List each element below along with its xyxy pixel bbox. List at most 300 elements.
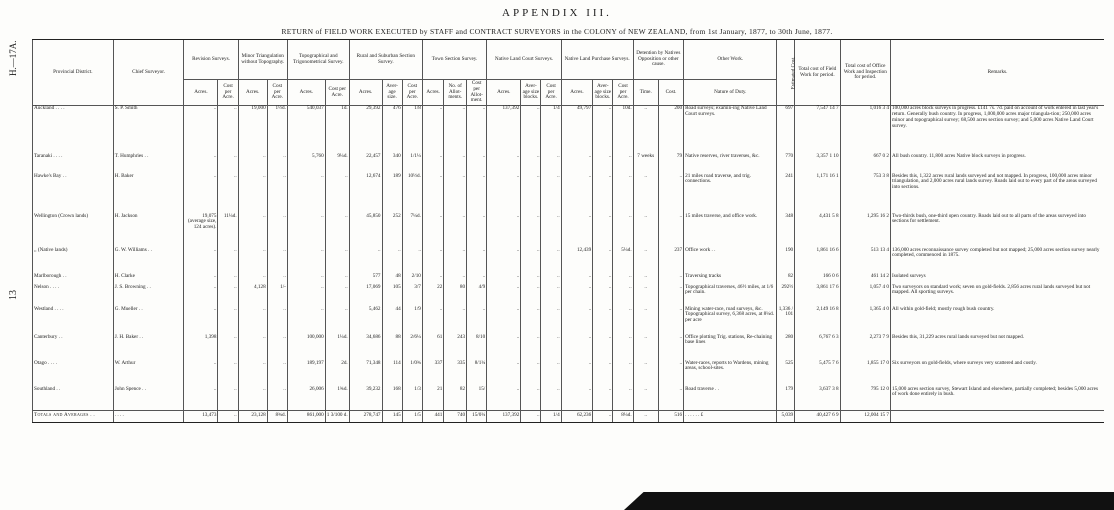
cell-nature: Topographical traverses, 46½ miles, at 1/6 per chain.	[684, 285, 777, 307]
cell-min-cost: ..	[267, 361, 287, 387]
cell-nc-avg: ..	[521, 335, 541, 361]
cell-nature: Office plotting Trig. stations, Re-chaining base lines	[684, 335, 777, 361]
cell-remarks: Besides this, 1,322 acres rural lands surveyed and not mapped. In progress, 100,000 acres minor triangulation, and 2,000 acres rural lands survey. Roads laid out to every part of the areas surveyed into sections.	[891, 174, 1104, 214]
cell-rev-acres: ..	[184, 361, 218, 387]
cell-np-avg: ..	[593, 274, 613, 285]
cell-town-acres: ..	[422, 106, 443, 154]
cell-rev-cost: ..	[218, 335, 238, 361]
cell-nc-cost: ..	[541, 361, 561, 387]
cell-surveyor: John Spence . .	[113, 387, 184, 411]
cell-nc-acres: 137,392	[487, 106, 521, 154]
cell-est: 770	[777, 154, 795, 174]
cell-town-cost: 8/1¼	[467, 361, 487, 387]
header-remarks: Remarks.	[891, 40, 1104, 106]
cell-det-cost: ..	[658, 274, 683, 285]
cell-est: 697	[777, 106, 795, 154]
cell-field: 6,767 6 3	[795, 335, 840, 361]
cell-min-acres: ..	[238, 307, 267, 335]
cell-det-cost: ..	[658, 387, 683, 411]
header-detention: Detention by Natives Opposition or other cause.	[633, 40, 683, 80]
cell-np-avg: ..	[593, 387, 613, 411]
cell-town-allot: 335	[444, 361, 467, 387]
cell-rev-cost: ..	[218, 411, 238, 423]
subheader-cost-acre: Cost per Acre.	[218, 80, 238, 106]
cell-remarks: All within gold-field; mostly rough bush country.	[891, 307, 1104, 335]
header-district: Provincial District.	[33, 40, 114, 106]
table-row	[33, 361, 1105, 387]
cell-surveyor: J. H. Baker . .	[113, 335, 184, 361]
cell-det-cost: 79	[658, 154, 683, 174]
cell-rural-acres: 278,747	[349, 411, 382, 423]
cell-rural-cost: 1/8	[402, 106, 422, 154]
cell-topo-cost: ..	[325, 274, 349, 285]
cell-rural-avg: ..	[382, 248, 402, 274]
table-row	[33, 335, 1105, 361]
cell-np-cost: 10d.	[613, 106, 633, 154]
cell-remarks: 136,000 acres reconnaissance survey completed but not mapped; 25,000 acres section survey nearly completed, commenced in 1875.	[891, 248, 1104, 274]
cell-np-avg: ..	[593, 411, 613, 423]
cell-np-acres: ..	[561, 154, 593, 174]
cell-district: Totals and Averages . .	[33, 411, 114, 423]
cell-town-acres: 22	[422, 285, 443, 307]
cell-np-cost: ..	[613, 387, 633, 411]
header-topo: Topographical and Trigonometrical Survey.	[287, 40, 349, 80]
cell-topo-cost: ..	[325, 307, 349, 335]
cell-min-acres: 19,000	[238, 106, 267, 154]
cell-nc-cost: ..	[541, 214, 561, 248]
cell-rev-cost: ..	[218, 248, 238, 274]
cell-district: Westland . . . .	[33, 307, 114, 335]
cell-town-cost: 15/	[467, 387, 487, 411]
cell-town-cost: ..	[467, 214, 487, 248]
cell-min-acres: 4,128	[238, 285, 267, 307]
cell-nature: Road traverse . .	[684, 387, 777, 411]
cell-min-acres: ..	[238, 335, 267, 361]
table-row	[33, 274, 1105, 285]
cell-rural-avg: 340	[382, 154, 402, 174]
cell-det-time: ..	[633, 174, 658, 214]
cell-rev-cost: ..	[218, 307, 238, 335]
margin-reference: H.—17A.	[8, 40, 18, 76]
cell-rural-acres: 45,850	[349, 214, 382, 248]
subheader-acres: Acres.	[487, 80, 521, 106]
cell-rev-cost: ..	[218, 361, 238, 387]
cell-nc-acres: ..	[487, 285, 521, 307]
cell-det-time: ..	[633, 387, 658, 411]
cell-nc-acres: ..	[487, 387, 521, 411]
header-revision: Revision Surveys.	[184, 40, 238, 80]
cell-est: 348	[777, 214, 795, 248]
cell-town-allot: ..	[444, 274, 467, 285]
cell-field: 4,431 5 8	[795, 214, 840, 248]
cell-surveyor: H. Clarke	[113, 274, 184, 285]
cell-rural-cost: 7¼d.	[402, 214, 422, 248]
cell-remarks: Two-thirds bush, one-third open country. Roads laid out to all parts of the areas surveyed into sections for settlement.	[891, 214, 1104, 248]
cell-office: 513 13 4	[840, 248, 890, 274]
cell-district: Taranaki . . . .	[33, 154, 114, 174]
cell-min-acres: ..	[238, 174, 267, 214]
page-number: 13	[8, 290, 19, 300]
cell-field: 166 0 6	[795, 274, 840, 285]
cell-surveyor: G. W. Williams . .	[113, 248, 184, 274]
return-subtitle: RETURN of FIELD WORK EXECUTED by STAFF and CONTRACT SURVEYORS in the COLONY of NEW ZEALAND, from 1st January, 1877, to 30th June, 1877.	[281, 27, 833, 36]
cell-topo-cost: 1¼d.	[325, 335, 349, 361]
cell-rev-cost: ..	[218, 106, 238, 154]
cell-town-allot: 740	[444, 411, 467, 423]
cell-det-time: ..	[633, 411, 658, 423]
cell-town-allot: 80	[444, 285, 467, 307]
cell-det-time: ..	[633, 106, 658, 154]
cell-nc-acres: ..	[487, 174, 521, 214]
cell-np-acres: ..	[561, 387, 593, 411]
cell-min-cost: 1½d.	[267, 106, 287, 154]
cell-rural-avg: 476	[382, 106, 402, 154]
cell-rev-cost: ..	[218, 387, 238, 411]
cell-town-allot: ..	[444, 307, 467, 335]
table-row	[33, 285, 1105, 307]
cell-min-cost: ..	[267, 274, 287, 285]
header-other: Other Work.	[684, 40, 777, 80]
subheader-cost-acre: Cost per Acre.	[267, 80, 287, 106]
cell-town-cost: 8/10	[467, 335, 487, 361]
cell-nc-acres: ..	[487, 154, 521, 174]
cell-nc-acres: ..	[487, 248, 521, 274]
cell-det-cost: 237	[658, 248, 683, 274]
cell-district: Auckland . . . .	[33, 106, 114, 154]
subheader-cost-acre: Cost per Acre.	[613, 80, 633, 106]
cell-est: 280	[777, 335, 795, 361]
cell-det-cost: ..	[658, 214, 683, 248]
cell-rural-acres: 22,457	[349, 154, 382, 174]
cell-topo-cost: 9¼d.	[325, 154, 349, 174]
cell-field: 3,357 1 10	[795, 154, 840, 174]
cell-np-cost: 5¼d.	[613, 248, 633, 274]
cell-topo-acres: 100,000	[287, 335, 325, 361]
cell-topo-cost: 1 3/100 d.	[325, 411, 349, 423]
cell-est: 1,336 / 101	[777, 307, 795, 335]
cell-np-acres: ..	[561, 174, 593, 214]
cell-rev-acres: 1,398	[184, 335, 218, 361]
header-native-court: Native Land Court Surveys.	[487, 40, 561, 80]
cell-town-cost: ..	[467, 248, 487, 274]
cell-np-avg: ..	[593, 307, 613, 335]
cell-town-acres: ..	[422, 154, 443, 174]
cell-min-cost: ..	[267, 335, 287, 361]
cell-surveyor: . . . .	[113, 411, 184, 423]
cell-min-acres: ..	[238, 248, 267, 274]
cell-rural-avg: 189	[382, 174, 402, 214]
cell-nc-cost: ..	[541, 307, 561, 335]
cell-nc-acres: ..	[487, 274, 521, 285]
cell-surveyor: H. Baker	[113, 174, 184, 214]
cell-det-time: 7 weeks	[633, 154, 658, 174]
cell-np-acres: ..	[561, 307, 593, 335]
table-row	[33, 387, 1105, 411]
subheader-cost: Cost.	[658, 80, 683, 106]
cell-nc-acres: ..	[487, 307, 521, 335]
cell-det-cost: ..	[658, 285, 683, 307]
cell-nc-cost: ..	[541, 274, 561, 285]
cell-rural-cost: 1/1¼	[402, 154, 422, 174]
header-surveyor: Chief Surveyor.	[113, 40, 184, 106]
cell-min-cost: ..	[267, 248, 287, 274]
header-total-office: Total cost of Office Work and Inspection for period.	[840, 40, 890, 106]
cell-town-acres: 61	[422, 335, 443, 361]
cell-rural-avg: 105	[382, 285, 402, 307]
cell-rural-cost: 2/10	[402, 274, 422, 285]
cell-min-cost: ..	[267, 214, 287, 248]
cell-nature: Mining water-race, road surveys, &c. Topographical survey, 6,368 acres, at 8¼d. per acre	[684, 307, 777, 335]
cell-np-acres: ..	[561, 285, 593, 307]
cell-np-avg: ..	[593, 335, 613, 361]
cell-rural-acres: 71,348	[349, 361, 382, 387]
cell-rev-acres: ..	[184, 174, 218, 214]
subheader-time: Time.	[633, 80, 658, 106]
cell-np-avg: ..	[593, 106, 613, 154]
cell-nc-acres: ..	[487, 214, 521, 248]
header-minor: Minor Triangulation without Topography.	[238, 40, 287, 80]
cell-nc-acres: 137,392	[487, 411, 521, 423]
cell-topo-acres: ..	[287, 248, 325, 274]
cell-topo-cost: ..	[325, 248, 349, 274]
cell-office: 667 0 2	[840, 154, 890, 174]
cell-min-cost: ..	[267, 154, 287, 174]
cell-np-avg: ..	[593, 248, 613, 274]
cell-np-cost: ..	[613, 361, 633, 387]
cell-nc-avg: ..	[521, 361, 541, 387]
cell-nc-avg: ..	[521, 248, 541, 274]
cell-det-time: ..	[633, 248, 658, 274]
cell-remarks: Isolated surveys	[891, 274, 1104, 285]
cell-topo-cost: ..	[325, 285, 349, 307]
cell-surveyor: T. Humphries . .	[113, 154, 184, 174]
cell-det-time: ..	[633, 361, 658, 387]
cell-rev-acres: ..	[184, 274, 218, 285]
cell-rev-acres: ..	[184, 248, 218, 274]
cell-town-allot: 82	[444, 387, 467, 411]
cell-min-acres: ..	[238, 214, 267, 248]
cell-rural-avg: 252	[382, 214, 402, 248]
cell-topo-acres: 189,197	[287, 361, 325, 387]
cell-town-allot: ..	[444, 248, 467, 274]
cell-district: Southland . .	[33, 387, 114, 411]
cell-topo-acres: 26,006	[287, 387, 325, 411]
cell-rural-avg: 44	[382, 307, 402, 335]
cell-min-cost: ..	[267, 307, 287, 335]
appendix-title: APPENDIX III.	[502, 7, 612, 19]
cell-nc-avg: ..	[521, 154, 541, 174]
cell-town-acres: ..	[422, 214, 443, 248]
cell-np-acres: 49,797	[561, 106, 593, 154]
cell-town-acres: 337	[422, 361, 443, 387]
cell-np-acres: ..	[561, 274, 593, 285]
cell-topo-acres: 861,000	[287, 411, 325, 423]
cell-remarks	[891, 411, 1104, 423]
cell-town-allot: ..	[444, 154, 467, 174]
subheader-avg-blocks: Aver-age size blocks.	[521, 80, 541, 106]
cell-min-acres: ..	[238, 274, 267, 285]
cell-surveyor: W. Arthur	[113, 361, 184, 387]
cell-nature: Traversing tracks	[684, 274, 777, 285]
cell-surveyor: G. Mueller . .	[113, 307, 184, 335]
cell-town-cost: 4/9	[467, 285, 487, 307]
cell-nc-avg: ..	[521, 307, 541, 335]
subheader-allotments: No. of Allot-ments.	[444, 80, 467, 106]
cell-remarks: Besides this, 31,229 acres rural lands surveyed but not mapped.	[891, 335, 1104, 361]
cell-nature: Water-races, reports to Wardens, mining areas, school-sites.	[684, 361, 777, 387]
cell-rural-acres: 17,069	[349, 285, 382, 307]
cell-field: 1,861 16 6	[795, 248, 840, 274]
subheader-avg-blocks: Aver-age size blocks.	[593, 80, 613, 106]
cell-rev-acres: ..	[184, 387, 218, 411]
cell-rural-acres: 34,686	[349, 335, 382, 361]
cell-rev-acres: ..	[184, 307, 218, 335]
cell-min-cost: ..	[267, 174, 287, 214]
cell-topo-acres: 5,760	[287, 154, 325, 174]
cell-town-allot: 243	[444, 335, 467, 361]
cell-office: 753 3 8	[840, 174, 890, 214]
cell-topo-cost: 2d.	[325, 361, 349, 387]
cell-np-acres: 12,439	[561, 248, 593, 274]
cell-field: 3,861 17 6	[795, 285, 840, 307]
cell-office: 1,016 3 4	[840, 106, 890, 154]
cell-nc-avg: ..	[521, 106, 541, 154]
table-row	[33, 307, 1105, 335]
table-row	[33, 214, 1105, 248]
cell-det-cost: ..	[658, 174, 683, 214]
cell-surveyor: S. P. Smith	[113, 106, 184, 154]
cell-nc-cost: ..	[541, 154, 561, 174]
cell-topo-acres: ..	[287, 214, 325, 248]
cell-det-time: ..	[633, 214, 658, 248]
cell-np-avg: ..	[593, 214, 613, 248]
cell-topo-cost: 1d.	[325, 106, 349, 154]
cell-district: Wellington (Crown lands)	[33, 214, 114, 248]
cell-np-acres: 62,236	[561, 411, 593, 423]
cell-rural-acres: 12,674	[349, 174, 382, 214]
cell-nature: Native reserves, river traverses, &c.	[684, 154, 777, 174]
cell-topo-acres: ..	[287, 285, 325, 307]
cell-town-acres: ..	[422, 274, 443, 285]
cell-surveyor: J. S. Browning . .	[113, 285, 184, 307]
cell-town-cost: 15/0¼	[467, 411, 487, 423]
cell-town-allot: ..	[444, 214, 467, 248]
cell-det-time: ..	[633, 307, 658, 335]
cell-office: 1,057 4 0	[840, 285, 890, 307]
cell-district: Otago . . . .	[33, 361, 114, 387]
cell-topo-acres: ..	[287, 174, 325, 214]
cell-np-avg: ..	[593, 285, 613, 307]
cell-rev-cost: 11¼d.	[218, 214, 238, 248]
cell-det-cost: 516	[658, 411, 683, 423]
cell-min-acres: ..	[238, 387, 267, 411]
cell-est: 5,039	[777, 411, 795, 423]
subheader-acres: Acres.	[238, 80, 267, 106]
cell-rev-acres: ..	[184, 285, 218, 307]
cell-nc-cost: 1/4	[541, 106, 561, 154]
cell-field: 2,149 16 8	[795, 307, 840, 335]
cell-np-avg: ..	[593, 174, 613, 214]
cell-min-acres: 23,128	[238, 411, 267, 423]
cell-nc-cost: ..	[541, 285, 561, 307]
cell-np-acres: ..	[561, 214, 593, 248]
subheader-cost-acre: Cost per Acre.	[325, 80, 349, 106]
cell-town-acres: 441	[422, 411, 443, 423]
cell-remarks: 15,000 acres section survey, Stewart Island and elsewhere, partially completed; besides 5,000 acres of work done entirely in bush.	[891, 387, 1104, 411]
cell-nc-cost: ..	[541, 335, 561, 361]
cell-nc-cost: ..	[541, 174, 561, 214]
cell-np-cost: ..	[613, 174, 633, 214]
cell-office: 795 12 0	[840, 387, 890, 411]
cell-field: 3,637 3 8	[795, 387, 840, 411]
cell-town-allot: ..	[444, 174, 467, 214]
subheader-nature: Nature of Duty.	[684, 80, 777, 106]
cell-np-acres: ..	[561, 335, 593, 361]
cell-min-cost: ..	[267, 387, 287, 411]
cell-remarks: All bush country. 11,800 acres Native block surveys in progress.	[891, 154, 1104, 174]
cell-rural-avg: 114	[382, 361, 402, 387]
cell-rural-cost: 1/3	[402, 387, 422, 411]
cell-nc-avg: ..	[521, 285, 541, 307]
cell-field: 5,475 7 6	[795, 361, 840, 387]
header-native-purchase: Native Land Purchase Surveys.	[561, 40, 633, 80]
cell-det-cost: ..	[658, 307, 683, 335]
subheader-acres: Acres.	[349, 80, 382, 106]
totals-row	[33, 411, 1105, 423]
subheader-acres: Acres.	[287, 80, 325, 106]
table-row	[33, 106, 1105, 154]
cell-topo-acres: ..	[287, 274, 325, 285]
cell-np-cost: ..	[613, 274, 633, 285]
cell-nc-avg: ..	[521, 274, 541, 285]
cell-office: 1,855 17 0	[840, 361, 890, 387]
cell-office: 461 14 2	[840, 274, 890, 285]
cell-town-cost: ..	[467, 154, 487, 174]
cell-office: 1,295 16 2	[840, 214, 890, 248]
cell-town-acres: 21	[422, 387, 443, 411]
cell-rural-avg: 88	[382, 335, 402, 361]
cell-nature: . . . . . . £	[684, 411, 777, 423]
cell-town-cost: ..	[467, 106, 487, 154]
cell-det-time: ..	[633, 274, 658, 285]
cell-min-cost: 1/-	[267, 285, 287, 307]
cell-rural-avg: 168	[382, 387, 402, 411]
cell-det-time: ..	[633, 285, 658, 307]
cell-surveyor: H. Jackson	[113, 214, 184, 248]
cell-office: 2,273 7 9	[840, 335, 890, 361]
cell-town-allot: ..	[444, 106, 467, 154]
cell-nc-acres: ..	[487, 361, 521, 387]
cell-nature: Road surveys; examin-ing Native Land Court surveys.	[684, 106, 777, 154]
cell-det-time: ..	[633, 335, 658, 361]
table-row	[33, 154, 1105, 174]
cell-rural-avg: 145	[382, 411, 402, 423]
header-rural: Rural and Suburban Section Survey.	[349, 40, 422, 80]
cell-rev-cost: ..	[218, 285, 238, 307]
cell-office: 12,004 15 7	[840, 411, 890, 423]
cell-remarks: Two surveyors on standard work; seven on gold-fields. 2,856 acres rural lands surveyed but not mapped. All sporting surveys.	[891, 285, 1104, 307]
cell-rev-cost: ..	[218, 154, 238, 174]
cell-rural-cost: 2/6¼	[402, 335, 422, 361]
cell-np-cost: ..	[613, 335, 633, 361]
cell-district: Nelson . . . .	[33, 285, 114, 307]
cell-det-cost: ..	[658, 335, 683, 361]
cell-rural-avg: 48	[382, 274, 402, 285]
cell-topo-cost: 1¾d.	[325, 387, 349, 411]
cell-district: Hawke's Bay . .	[33, 174, 114, 214]
cell-remarks: Six surveyors on gold-fields, where surveys very scattered and costly.	[891, 361, 1104, 387]
cell-est: 82	[777, 274, 795, 285]
